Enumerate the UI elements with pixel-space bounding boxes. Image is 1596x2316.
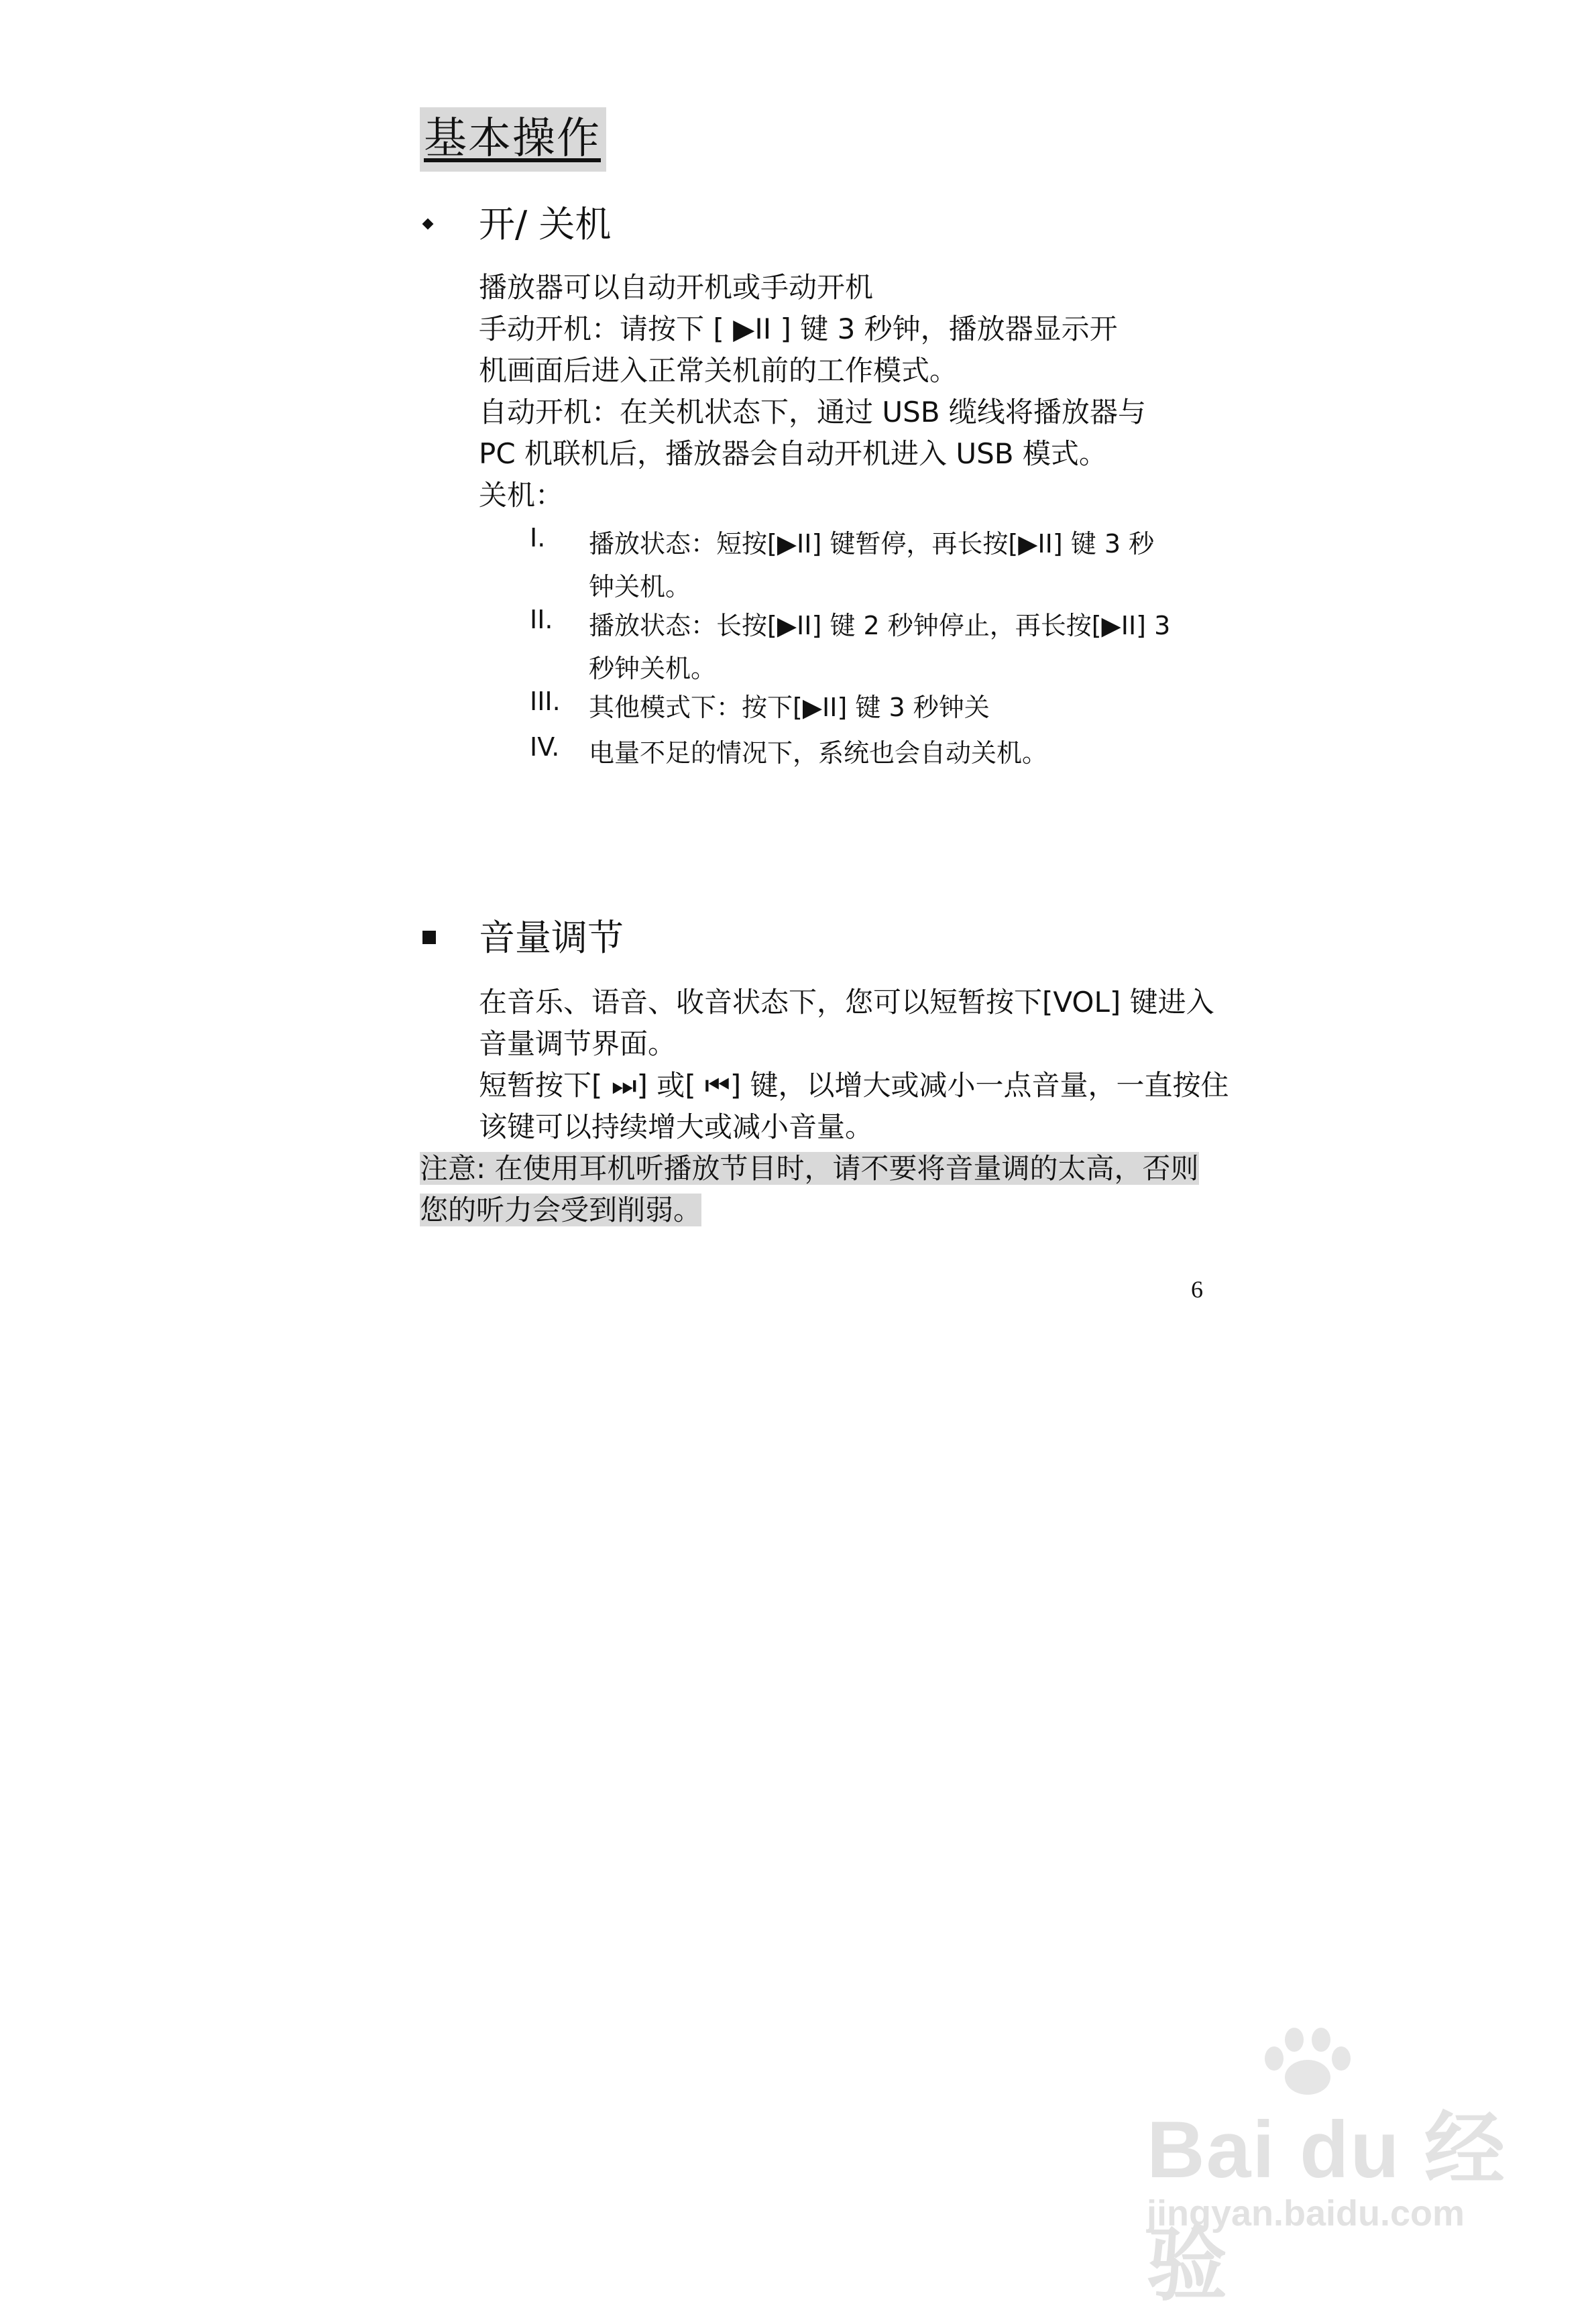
warning-note — [420, 1148, 1208, 1231]
list-item-number: II. — [530, 605, 553, 634]
list-item-text: 播放状态：短按[▶II] 键暂停，再长按[▶II] 键 3 秒 — [589, 529, 1155, 559]
page-number: 6 — [1191, 1276, 1203, 1303]
body-line: 音量调节界面。 — [479, 1027, 677, 1060]
body-line: 播放器可以自动开机或手动开机 — [479, 271, 874, 304]
watermark — [1140, 2025, 1516, 2310]
body-line: 机画面后进入正常关机前的工作模式。 — [479, 354, 958, 387]
section-power-title: 开/ 关机 — [479, 203, 612, 245]
list-item-number: IV. — [530, 732, 560, 762]
section-volume-title: 音量调节 — [479, 917, 624, 959]
section-volume-body — [479, 982, 1229, 1148]
body-line: 关机： — [479, 479, 564, 512]
body-line: 短暂按下[ ⏭] 或[ ⏮] 键，以增大或减小一点音量，一直按住 — [479, 1069, 1229, 1102]
list-item-text-cont: 秒钟关机。 — [589, 654, 717, 683]
list-item-text: 播放状态：长按[▶II] 键 2 秒钟停止，再长按[▶II] 3 — [589, 611, 1171, 640]
body-line: 自动开机：在关机状态下，通过 USB 缆线将播放器与 — [479, 396, 1146, 428]
page-title: 基本操作 — [420, 107, 606, 172]
body-line: PC 机联机后，播放器会自动开机进入 USB 模式。 — [479, 437, 1107, 470]
list-item-text-cont: 钟关机。 — [589, 572, 691, 601]
note-line: 您的听力会受到削弱。 — [420, 1194, 702, 1226]
list-item-number: I. — [530, 523, 546, 553]
list-item-text: 其他模式下：按下[▶II] 键 3 秒钟关 — [589, 693, 990, 722]
watermark-url: jingyan.baidu.com — [1147, 2193, 1465, 2234]
body-line: 在音乐、语音、收音状态下，您可以短暂按下[VOL] 键进入 — [479, 986, 1214, 1019]
list-item-number: III. — [530, 687, 561, 716]
diamond-bullet-icon — [422, 219, 434, 230]
watermark-brand: Bai du 经验 — [1147, 2105, 1507, 2310]
body-line: 该键可以持续增大或减小音量。 — [479, 1110, 874, 1143]
list-item-text: 电量不足的情况下，系统也会自动关机。 — [589, 738, 1048, 768]
square-bullet-icon — [422, 931, 436, 944]
body-line: 手动开机：请按下 [ ▶II ] 键 3 秒钟，播放器显示开 — [479, 312, 1118, 345]
section-power-body — [479, 267, 1146, 516]
note-line: 注意: 在使用耳机听播放节目时，请不要将音量调的太高，否则 — [420, 1152, 1199, 1185]
